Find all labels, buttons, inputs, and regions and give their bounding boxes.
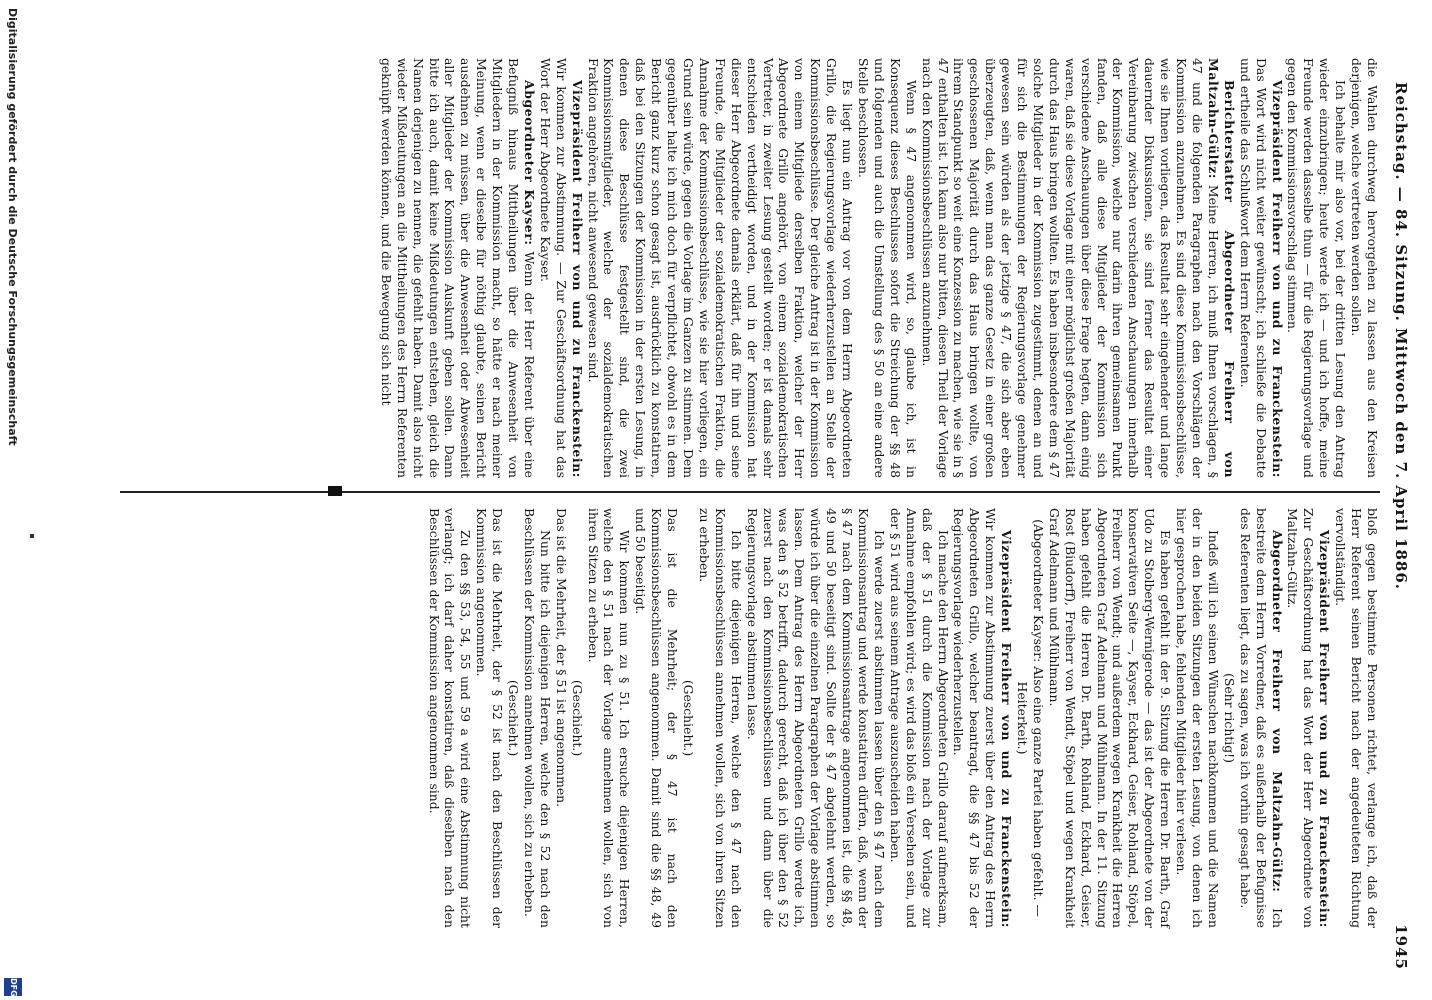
page-number: 1945 <box>1392 924 1410 970</box>
paragraph-text: Wir kommen nun zu § 51. Ich ersuche diejenigen Herren, welche den § 51 nach der Vorlage annehmen wollen, sich von ihren Sitzen zu erheben. <box>585 508 633 928</box>
paragraph-text: (Geschieht.) <box>569 679 585 757</box>
paragraph-text: (Geschieht.) <box>681 679 697 757</box>
divider-marker <box>328 486 342 496</box>
paragraph <box>1237 58 1285 478</box>
paragraph <box>1237 508 1285 928</box>
right-column <box>426 508 1380 928</box>
paragraph-text: die Wahlen durchweg hervorgehen zu lassen aus den Kreisen derjenigen, welche vertreten werden sollen. <box>1349 58 1380 478</box>
paragraph <box>855 58 919 478</box>
paragraph-text: Das ist die Mehrheit, der § 52 ist nach den Beschlüssen der Kommission angenommen. <box>474 508 506 928</box>
digitization-footer <box>0 0 24 1000</box>
dfg-logo: DFG <box>4 978 22 996</box>
paragraph-text: (Abgeordneter Kayser: Also eine ganze Partei haben gefehlt. — Heiterkeit.) <box>1015 519 1046 917</box>
header-title: Reichstag. — 84. Sitzung. Mittwoch den 7. April 1886. <box>1392 82 1410 591</box>
speaker-name: Vizepräsident Freiherr von und zu Franckenstein: <box>1317 530 1333 928</box>
paragraph-text: Wenn der Herr Referent über eine Befugniß hinaus Mittheilungen über die Anwesenheit von Mitgliedern in der Kommission macht, so hätte er nach meiner Meinung, wenn er dieselbe für nöthig glaubte, seinen Bericht ausdehnen zu müssen, über die Anwesenheit oder Abwesenheit aller Mitglieder der Kommission Auskunft geben sollen. Dann bitte ich auch, damit keine Mißdeutungen entstehen, gleich die Namen derjenigen zu nennen, die gefehlt haben. Damit also nicht wieder Mißdeutungen an die Mittheilungen des Herrn Referenten geknüpft werden können, und die Bewegung sich nicht <box>378 58 537 478</box>
paragraph <box>696 508 744 928</box>
paragraph <box>744 508 887 928</box>
paragraph-text: Das ist die Mehrheit, der § 51 ist angenommen. <box>553 508 569 808</box>
paragraph <box>1285 58 1349 478</box>
speaker-name: Abgeordneter Freiherr von Maltzahn-Gültz: <box>1269 530 1285 893</box>
paragraph <box>1348 58 1380 478</box>
paragraph-text: bloß gegen bestimmte Personen richtet, verlange ich, daß der Herr Referent seinen Bericht nach der angedeuteten Richtung vervollständigt. <box>1333 508 1380 928</box>
paragraph <box>1332 508 1380 928</box>
paragraph-text: Es liegt nun ein Antrag vor von dem Herrn Abgeordneten Grillo, die Regierungsvorlage wiederherzustellen an Stelle der Kommissionsbeschlüsse. Der gleiche Antrag ist in der Kommission von einem Mitgliede derselben Fraktion, welcher der Herr Abgeordnete Grillo angehört, von einem sozialdemokratischen Vertreter, in zweiter Lesung gestellt worden; er ist damals sehr entschieden vertheidigt worden, und in der Kommission hat dieser Herr Abgeordnete damals erklärt, daß für ihn und seine Freunde, die Mitglieder der sozialdemokratischen Fraktion, die Annahme der Kommissionsbeschlüsse, wie sie hier vorliegen, ein Grund sein würde, gegen die Vorlage im Ganzen zu stimmen. Dem gegenüber halte ich mich doch für verpflichtet, obwohl es in dem Bericht ganz kurz schon gesagt ist, ausdrücklich zu konstatiren, daß bei den Sitzungen der Kommission in der ersten Lesung, in denen diese Beschlüsse festgestellt sind, die zwei Kommissionsmitglieder, welche der sozialdemokratischen Fraktion angehören, nicht anwesend gewesen sind. <box>585 58 856 478</box>
paragraph-text: Wir kommen zur Abstimmung. — Zur Geschäftsordnung hat das Wort der Herr Abgeordnete Kayser. <box>537 58 569 478</box>
paragraph <box>887 508 951 928</box>
paragraph-text: Es haben gefehlt in der 9. Sitzung die Herren Dr. Barth, Graf Udo zu Stolberg-Wernigerode — das ist der Abgeordnete von der konservativen Seite —, Kayser, Eckhard, Geiser, Rohland, Stöpel, Freiherr von Wendt; und außerdem wegen Krankheit die Herren Abgeordneten Graf Adelmann und Mühlmann. In der 11. Sitzung haben gefehlt die Herren Dr. Barth, Rohland, Eckhard, Geiser, Rost (Biudorff), Freiherr von Wendt, Stöpel und wegen Krankheit Graf Adelmann und Mühlmann. <box>1046 508 1174 928</box>
paragraph <box>521 508 553 928</box>
paragraph-text: (Geschieht.) <box>506 679 522 757</box>
paragraph <box>505 508 521 928</box>
paragraph-text: (Sehr richtig!) <box>1221 673 1237 763</box>
paragraph <box>1046 508 1173 928</box>
column-divider <box>120 491 1380 493</box>
speaker-name: Berichterstatter Abgeordneter Freiherr von Maltzahn-Gültz: <box>1205 58 1237 478</box>
paragraph <box>1221 508 1237 928</box>
paragraph <box>473 508 505 928</box>
paragraph-text: Nun bitte ich diejenigen Herren, welche den § 52 nach den Beschlüssen der Kommission annehmen wollen, sich zu erheben. <box>521 508 553 928</box>
paragraph <box>680 508 696 928</box>
paragraph-text: Ich mache den Herrn Abgeordneten Grillo darauf aufmerksam, daß der § 51 durch die Kommission nach der Vorlage zur Annahme empfohlen wird; es wird das bloß ein Versehen sein, und der § 51 wird aus seinem Antrage auszuscheiden haben. <box>887 508 951 928</box>
paragraph <box>537 58 585 478</box>
paragraph-text: Indeß will ich seinen Wünschen nachkommen und die Namen der in den beiden Sitzungen der ersten Lesung, von denen ich hier gesprochen habe, fehlenden Mitglieder hier verlesen. <box>1174 508 1221 928</box>
paragraph-text: Zur Geschäftsordnung hat das Wort der Herr Abgeordnete von Maltzahn-Gültz. <box>1285 508 1317 928</box>
paragraph-text: Wenn § 47 angenommen wird, so, glaube ich, ist in Konsequenz dieses Beschlusses sofort die Streichung der §§ 48 und folgenden und auch die Umstellung des § 50 an eine andere Stelle beschlossen. <box>856 58 919 478</box>
speaker-name: Vizepräsident Freiherr von und zu Franckenstein: <box>569 80 585 478</box>
paragraph <box>426 508 474 928</box>
paragraph-text: Wir kommen zur Abstimmung zuerst über den Antrag des Herrn Abgeordneten Grillo, welcher beantragt, die §§ 47 bis 52 der Regierungsvorlage wiederherzustellen. <box>951 508 999 928</box>
paragraph <box>378 58 537 478</box>
left-column <box>378 58 1380 478</box>
paragraph <box>919 58 1237 478</box>
print-speck <box>30 534 34 538</box>
paragraph <box>632 508 680 928</box>
paragraph-text: Ich bitte diejenigen Herren, welche den § 47 nach den Kommissionsbeschlüssen annehmen wollen, sich von ihren Sitzen zu erheben. <box>696 508 744 928</box>
paragraph <box>1014 508 1046 928</box>
speaker-name: Vizepräsident Freiherr von und zu Franckenstein: <box>1269 80 1285 478</box>
speaker-name: Vizepräsident Freiherr von und zu Franckenstein: <box>999 530 1015 928</box>
paragraph-text: Ich behalte mir also vor, bei der dritten Lesung den Antrag wieder einzubringen; heute werde ich — und ich hoffe, meine Freunde werden dasselbe thun — für die Regierungsvorlage und gegen den Kommissionsvorschlag stimmen. <box>1285 58 1349 478</box>
paragraph <box>1285 508 1333 928</box>
footer-credit: Digitalisierung gefördert durch die Deutsche Forschungsgemeinschaft <box>6 8 19 446</box>
paragraph-text: Zu den §§ 53, 54, 55 und 59 a wird eine Abstimmung nicht verlangt; ich darf daher konstatiren, daß dieselben nach den Beschlüssen der Kommission angenommen sind. <box>426 508 474 928</box>
paragraph-text: Ich bestreite dem Herrn Vorredner, daß es außerhalb der Befugnisse des Referenten liegt, das zu sagen, was ich vorhin gesagt habe. <box>1237 508 1285 928</box>
paragraph <box>951 508 1015 928</box>
paragraph <box>569 508 585 928</box>
paragraph-text: Meine Herren, ich muß Ihnen vorschlagen, § 47 und die folgenden Paragraphen nach den Vorschlägen der Kommission anzunehmen. Es sind diese Kommissionsbeschlüsse, wie sie Ihnen vorliegen, das Resultat sehr eingehender und lange dauernder Diskussionen, sie sind ferner das Resultat einer Vereinbarung zwischen verschiedenen Anschauungen innerhalb der Kommission, welche nur darin ihren gemeinsamen Punkt fanden, daß alle diese Mitglieder der Kommission sich verschiedene Anschauungen über diese Frage hegten, dann einig waren, daß sie diese Vorlage mit einer möglichst großen Majorität durch das Haus bringen wollten. Es haben insbesondere dem § 47 solche Mitglieder in der Kommission zugestimmt, denen an und für sich die Bestimmungen der Regierungsvorlage genehmer gewesen sein würden als der jetzige § 47, die sich aber eben überzeugten, daß, wenn man das ganze Gesetz in einer großen geschlossenen Majorität durch das Haus bringen wollte, von ihrem Standpunkt so weit eine Konzession zu machen, wie sie in § 47 enthalten ist. Ich kann also nur bitten, diesen Theil der Vorlage nach den Kommissionsbeschlüssen anzunehmen. <box>919 58 1221 478</box>
paragraph <box>585 58 855 478</box>
paragraph-text: Ich werde zuerst abstimmen lassen über den § 47 nach dem Kommissionsantrag und werde konstatiren dürfen, daß, wenn der § 47 nach dem Kommissionsantrage angenommen ist, die §§ 48, 49 und 50 beseitigt sind. Sollte der § 47 abgelehnt werden, so würde ich über die einzelnen Paragraphen der Vorlage abstimmen lassen. Dem Antrag des Herrn Abgeordneten Grillo werde ich, was den § 52 betrifft, dadurch gerecht, daß ich über den § 52 zuerst nach den Kommissionsbeschlüssen und dann über die Regierungsvorlage abstimmen lasse. <box>744 508 887 928</box>
paragraph <box>585 508 633 928</box>
paragraph-text: Das Wort wird nicht weiter gewünscht; ich schließe die Debatte und ertheile das Schlußwort dem Herrn Referenten. <box>1237 58 1269 478</box>
paragraph <box>553 508 569 928</box>
paragraph <box>1173 508 1221 928</box>
paragraph-text: Das ist die Mehrheit; der § 47 ist nach den Kommissionsbeschlüssen angenommen. Damit sind die §§ 48, 49 und 50 beseitigt. <box>633 508 681 928</box>
running-header <box>1386 30 1410 970</box>
speaker-name: Abgeordneter Kayser: <box>521 80 537 246</box>
